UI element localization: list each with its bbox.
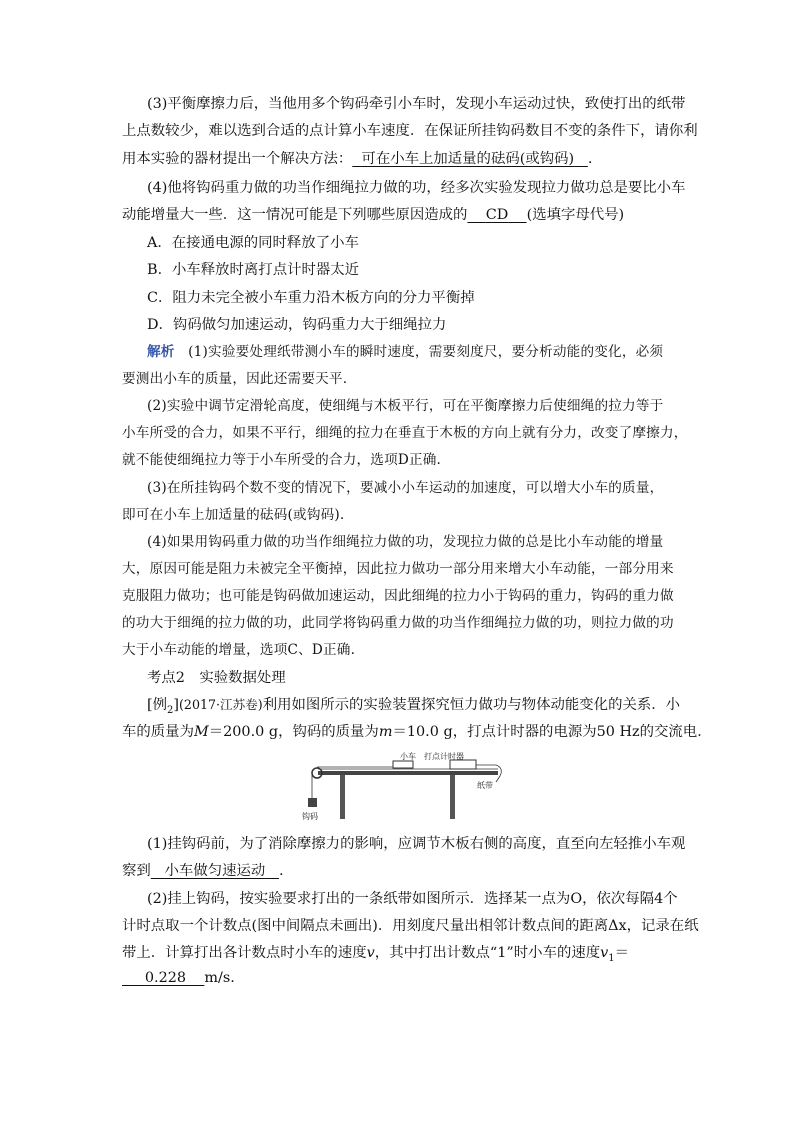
example-line-1 — [147, 695, 680, 717]
analysis-line-12: 大于小车动能的增量，选项C、D正确. — [122, 642, 356, 658]
option-a: A．在接通电源的同时释放了小车 — [147, 235, 359, 251]
example-text-2a: 车的质量为 — [122, 724, 194, 740]
example-tag-open: [例 — [147, 697, 168, 713]
analysis-1a: (1)实验要处理纸带测小车的瞬时速度，需要刻度尺，要分析动能的变化，必须 — [188, 344, 664, 360]
q1-end: . — [279, 863, 284, 879]
q4-text: 动能增量大一些．这一情况可能是下列哪些原因造成的 — [122, 207, 468, 223]
q2-answer-text: 0.228 — [144, 970, 187, 986]
label-cart: 小车 — [400, 752, 416, 761]
example-tag — [147, 697, 180, 716]
analysis-line-3: (2)实验中调节定滑轮高度，使细绳与木板平行，可在平衡摩擦力后使细绳的拉力等于 — [147, 398, 664, 414]
q4-answer — [467, 207, 526, 223]
analysis-line-10: 克服阻力做功；也可能是钩码做加速运动，因此细绳的拉力小于钩码的重力，钩码的重力做 — [122, 588, 674, 604]
example-tag-num: 2 — [167, 705, 174, 716]
analysis-line-4: 小车所受的合力，如果不平行，细绳的拉力在垂直于木板的方向上就有分力，改变了摩擦力， — [122, 425, 688, 441]
example-text-2c: ＝10.0 g，打点计时器的电源为50 Hz的交流电． — [392, 724, 712, 740]
velocity-v1: v — [600, 945, 609, 961]
section-heading: 考点2 实验数据处理 — [147, 670, 286, 686]
option-b: B．小车释放时离打点计时器太近 — [147, 262, 360, 278]
q1-answer-text: 小车做匀速运动 — [164, 863, 266, 879]
weight-block-icon — [308, 798, 317, 807]
analysis-line-1 — [147, 342, 663, 362]
q4-line-2 — [122, 205, 624, 225]
q3-line-3 — [122, 149, 592, 169]
q1-line-2 — [122, 861, 284, 881]
velocity-v1-subscript: 1 — [608, 953, 615, 964]
q2-equals: ＝ — [614, 945, 630, 961]
analysis-line-5: 就不能使细绳拉力等于小车所受的合力，选项D正确. — [122, 452, 442, 468]
q3-answer — [352, 151, 588, 167]
table-leg-right — [450, 775, 455, 819]
example-text-1: 利用如图所示的实验装置探究恒力做功与物体动能变化的关系．小 — [262, 697, 681, 713]
analysis-line-8: (4)如果用钩码重力做的功当作细绳拉力做的功，发现拉力做的总是比小车动能的增量 — [147, 534, 664, 550]
mass-m-weight: m — [378, 724, 393, 740]
label-tape: 纸带 — [477, 781, 493, 790]
q3-text: 用本实验的器材提出一个解决方法： — [122, 151, 353, 167]
q1-text: 察到 — [122, 863, 151, 879]
q2-line-4 — [122, 968, 235, 988]
q2-answer — [122, 970, 204, 986]
table-leg-left — [340, 775, 345, 819]
table-board — [318, 771, 498, 775]
analysis-label: 解析 — [147, 344, 175, 360]
q4-answer-text: CD — [485, 207, 509, 223]
q2-line-3 — [122, 943, 629, 965]
example-line-2 — [122, 722, 712, 742]
q2-line-2: 计时点取一个计数点(图中间隔点未画出)．用刻度尺量出相邻计数点间的距离Δx，记录在纸 — [122, 918, 699, 934]
label-weight: 钩码 — [302, 812, 318, 821]
q3-end: . — [587, 151, 593, 167]
velocity-v: v — [366, 945, 375, 961]
example-tag-close: ] — [173, 697, 180, 713]
mass-m-cart: M — [193, 724, 209, 740]
q4-end: (选填字母代号) — [526, 207, 625, 223]
q2-text-a: 带上．计算打出各计数点时小车的速度 — [122, 945, 367, 961]
q2-line-1: (2)挂上钩码，按实验要求打出的一条纸带如图所示．选择某一点为O，依次每隔4个 — [147, 891, 678, 907]
label-timer: 打点计时器 — [424, 752, 464, 761]
q1-line-1: (1)挂钩码前，为了消除摩擦力的影响，应调节木板右侧的高度，直至向左轻推小车观 — [147, 836, 686, 852]
analysis-line-11: 的功大于细绳的拉力做的功，此同学将钩码重力做的功当作细绳拉力做的功，则拉力做的功 — [122, 615, 674, 631]
analysis-line-6: (3)在所挂钩码个数不变的情况下，要减小小车运动的加速度，可以增大小车的质量， — [147, 480, 664, 496]
q3-answer-text: 可在小车上加适量的砝码(或钩码) — [361, 151, 575, 167]
example-source: (2017·江苏卷) — [179, 697, 263, 712]
option-d: D．钩码做匀加速运动，钩码重力大于细绳拉力 — [147, 317, 447, 333]
q3-line-2: 上点数较少，难以选到合适的点计算小车速度．在保证所挂钩码数目不变的条件下，请你利 — [122, 123, 698, 139]
apparatus-figure — [300, 752, 508, 822]
q4-line-1: (4)他将钩码重力做的功当作细绳拉力做的功，经多次实验发现拉力做功总是要比小车 — [147, 180, 686, 196]
timer-icon — [450, 760, 476, 769]
q3-line-1: (3)平衡摩擦力后，当他用多个钩码牵引小车时，发现小车运动过快，致使打出的纸带 — [147, 96, 686, 112]
q2-unit: m/s. — [204, 970, 235, 986]
analysis-line-9: 大，原因可能是阻力未被完全平衡掉，因此拉力做功一部分用来增大小车动能，一部分用来 — [122, 561, 674, 577]
q2-text-b: ，其中打出计数点“1”时小车的速度 — [374, 945, 601, 961]
q1-answer — [151, 863, 279, 879]
example-text-2b: ＝200.0 g，钩码的质量为 — [208, 724, 379, 740]
analysis-line-7: 即可在小车上加适量的砝码(或钩码). — [122, 507, 345, 523]
option-c: C．阻力未完全被小车重力沿木板方向的分力平衡掉 — [147, 290, 475, 306]
cart-icon — [393, 761, 413, 768]
analysis-line-2: 要测出小车的质量，因此还需要天平. — [122, 371, 348, 387]
